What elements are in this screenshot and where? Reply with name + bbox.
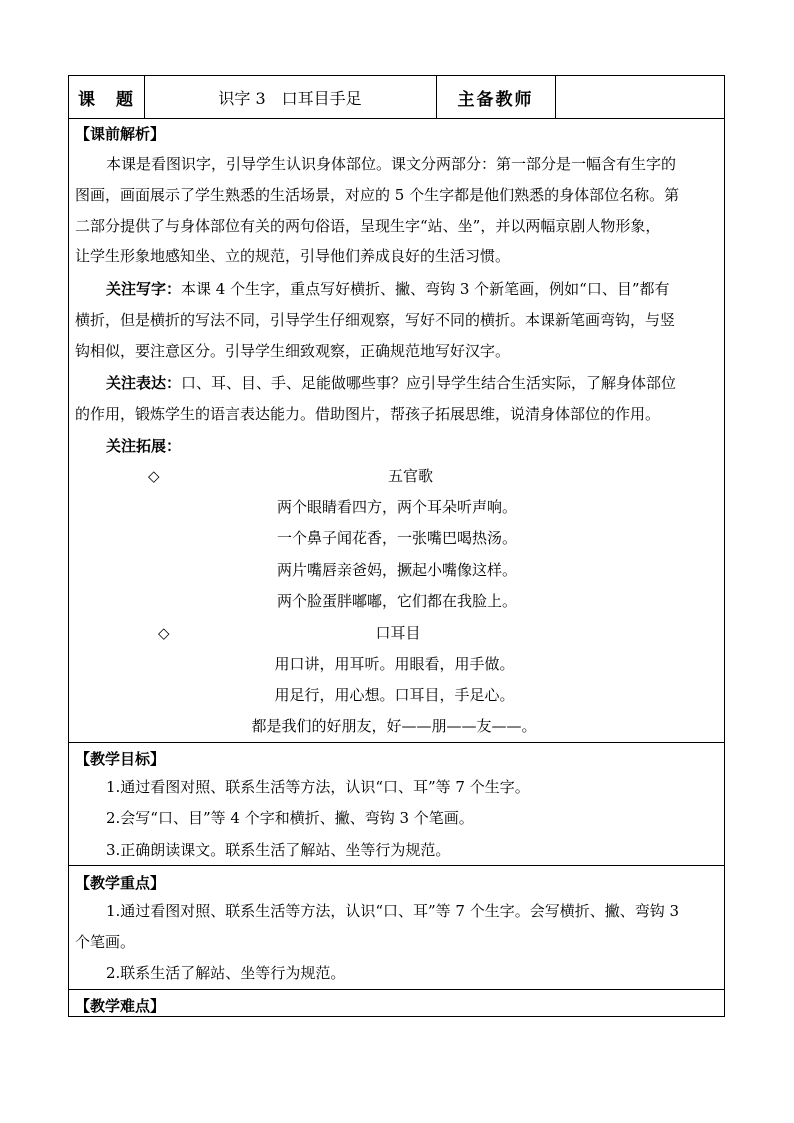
goal-item: 1.通过看图对照、联系生活等方法，认识“口、耳”等 7 个生字。 bbox=[106, 778, 530, 796]
poem-line: 一个鼻子闻花香，一张嘴巴喝热汤。 bbox=[276, 529, 517, 547]
expression-line bbox=[106, 373, 676, 393]
row-divider bbox=[69, 865, 724, 866]
poem-line: 都是我们的好朋友，好——朋——友——。 bbox=[251, 717, 537, 735]
goal-item: 2.会写“口、目”等 4 个字和横折、撇、弯钩 3 个笔画。 bbox=[106, 809, 474, 827]
writing-line: 钩相似，要注意区分。引导学生细致观察，正确规范地写好汉字。 bbox=[75, 342, 511, 360]
expression-line: 的作用，锻炼学生的语言表达能力。借助图片，帮孩子拓展思维，说清身体部位的作用。 bbox=[75, 405, 661, 423]
keypoints-heading: 【教学重点】 bbox=[75, 874, 166, 892]
writing-text: 本课 4 个生字，重点写好横折、撇、弯钩 3 个新笔画，例如“口、目”都有 bbox=[181, 280, 670, 298]
poem-line: 用足行，用心想。口耳目，手足心。 bbox=[274, 686, 515, 704]
preview-paragraph-line: 二部分提供了与身体部位有关的两句俗语，呈现生字“站、坐”，并以两幅京剧人物形象， bbox=[75, 217, 661, 235]
expression-text: 口、耳、目、手、足能做哪些事？应引导学生结合生活实际，了解身体部位 bbox=[181, 374, 677, 392]
goal-item: 3.正确朗读课文。联系生活了解站、坐等行为规范。 bbox=[106, 841, 451, 859]
row-divider bbox=[69, 118, 724, 119]
poem-line: 两片嘴唇亲爸妈，撅起小嘴像这样。 bbox=[276, 561, 517, 579]
lead-teacher-label: 主备教师 bbox=[457, 89, 534, 110]
preview-paragraph-line: 本课是看图识字，引导学生认识身体部位。课文分两部分：第一部分是一幅含有生字的 bbox=[106, 155, 677, 173]
poem-title: 口耳目 bbox=[375, 624, 421, 642]
poem-line: 用口讲，用耳听。用眼看，用手做。 bbox=[274, 655, 515, 673]
writing-label: 关注写字： bbox=[106, 280, 182, 298]
poem-line: 两个脸蛋胖嘟嘟，它们都在我脸上。 bbox=[276, 592, 517, 610]
diamond-bullet: ◇ bbox=[158, 624, 170, 642]
preview-heading: 【课前解析】 bbox=[75, 125, 166, 143]
writing-line: 横折，但是横折的写法不同，引导学生仔细观察，写好不同的横折。本课新笔画弯钩，与竖 bbox=[75, 311, 676, 329]
row-divider bbox=[69, 989, 724, 990]
row-divider bbox=[69, 742, 724, 743]
diamond-bullet: ◇ bbox=[148, 467, 160, 485]
preview-paragraph-line: 让学生形象地感知坐、立的规范，引导他们养成良好的生活习惯。 bbox=[75, 247, 511, 265]
lesson-title: 识字 3 口耳目手足 bbox=[218, 88, 362, 108]
keypoint-item: 2.联系生活了解站、坐等行为规范。 bbox=[106, 964, 346, 982]
poem-line: 两个眼睛看四方，两个耳朵听声响。 bbox=[276, 498, 517, 516]
extension-label: 关注拓展： bbox=[106, 437, 182, 455]
expression-label: 关注表达： bbox=[106, 374, 182, 392]
preview-paragraph-line: 图画，画面展示了学生熟悉的生活场景，对应的 5 个生字都是他们熟悉的身体部位名称。第 bbox=[75, 186, 680, 204]
goals-heading: 【教学目标】 bbox=[75, 750, 166, 768]
lead-teacher-value bbox=[555, 76, 725, 118]
keypoint-item-continued: 个笔画。 bbox=[75, 933, 136, 951]
poem-title: 五官歌 bbox=[387, 467, 433, 485]
writing-line bbox=[106, 279, 670, 299]
keypoint-item: 1.通过看图对照、联系生活等方法，认识“口、耳”等 7 个生字。会写横折、撇、弯钩 3 bbox=[106, 902, 680, 920]
difficulties-heading: 【教学难点】 bbox=[75, 997, 166, 1015]
topic-label: 课 题 bbox=[78, 89, 135, 110]
